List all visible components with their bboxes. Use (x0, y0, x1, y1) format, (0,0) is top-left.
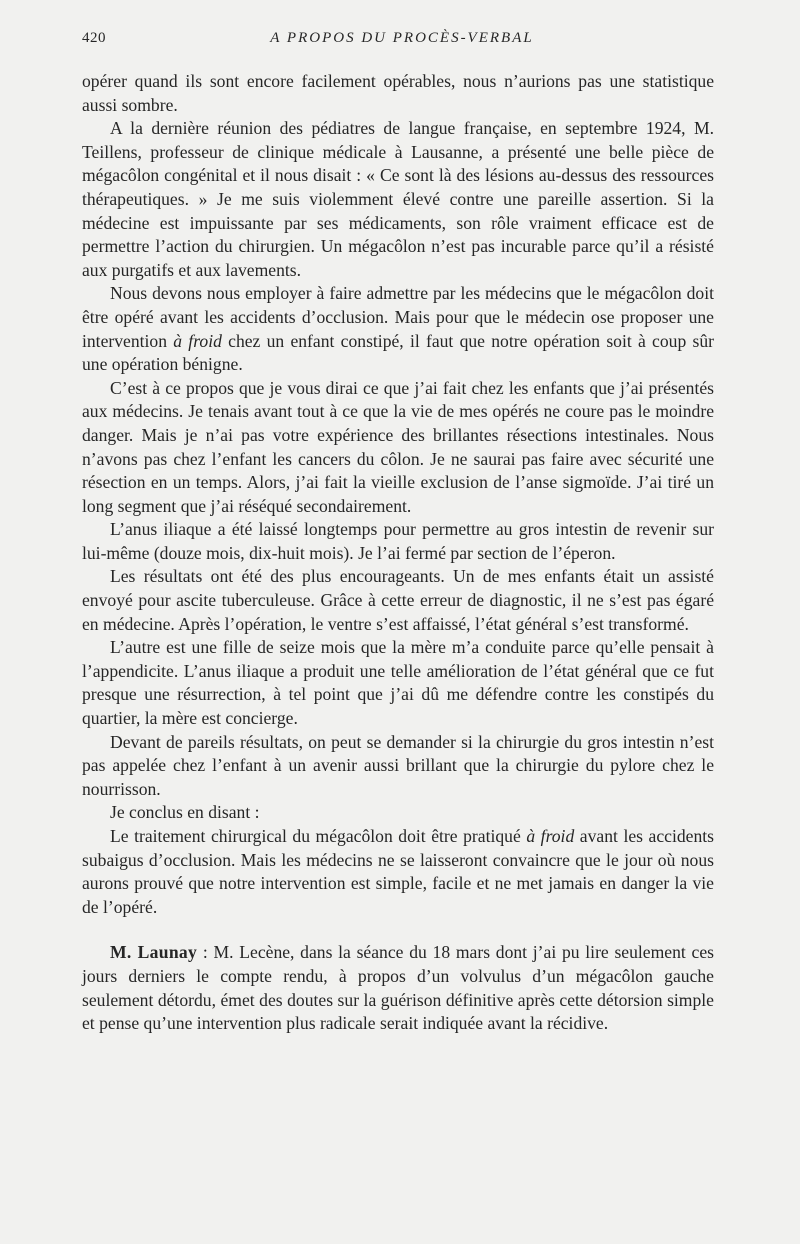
paragraph-1: opérer quand ils sont encore facilement opérables, nous n’aurions pas une statistique aussi sombre. (82, 71, 714, 115)
speaker-name: M. Launay (110, 942, 198, 963)
paragraph-9: Je conclus en disant : (110, 802, 260, 823)
paragraph-5: L’anus iliaque a été laissé longtemps pour permettre au gros intestin de revenir sur lui-même (douze mois, dix-huit mois). Je l’ai fermé par section de l’éperon. (82, 519, 714, 563)
italic-a-froid-2: à froid (526, 826, 575, 846)
launay-paragraph (82, 941, 714, 1035)
page-header (82, 30, 714, 52)
body-text (82, 70, 714, 1036)
running-title: A PROPOS DU PROCÈS-VERBAL (270, 30, 534, 46)
paragraph-3-end: chez un enfant constipé, il faut que notre opération soit à coup sûr une opération bénigne. (82, 330, 714, 375)
paragraph-6: Les résultats ont été des plus encourageants. Un de mes enfants était un assisté envoyé pour ascite tuberculeuse. Grâce à cette erreur de diagnostic, il ne s’est pas égaré en médecine. Après l’opération, le ventre s’est affaissé, l’état général s’est transformé. (82, 566, 714, 634)
page-number: 420 (82, 30, 106, 46)
paragraph-8: Devant de pareils résultats, on peut se demander si la chirurgie du gros intestin n’est pas appelée chez l’enfant à un avenir aussi brillant que la chirurgie du pylore chez le nourrisson. (82, 731, 714, 799)
paragraph-3 (82, 282, 714, 376)
paragraph-7: L’autre est une fille de seize mois que la mère m’a conduite parce qu’elle pensait à l’appendicite. L’anus iliaque a produit une telle amélioration de l’état général que ce fut presque une résurrection, à tel point que j’ai dû me défendre contre les constipés du quartier, la mère est concierge. (82, 637, 714, 729)
paragraph-3-start: Nous devons nous employer à faire admettre par les médecins que le mégacôlon doit être opéré avant les accidents d’occlusion. Mais pour que le médecin ose proposer une intervention (82, 283, 714, 351)
paragraph-4: C’est à ce propos que je vous dirai ce que j’ai fait chez les enfants que j’ai présentés aux médecins. Je tenais avant tout à ce que la vie de mes opérés ne coure pas le moindre danger. Mais je n’ai pas votre expérience des brillantes résections intestinales. Nous n’avons pas chez l’enfant les cancers du côlon. Je ne saurai pas faire avec sécurité une résection en un temps. Alors, j’ai fait la vieille exclusion de l’anse sigmoïde. J’ai tiré un long segment que j’ai réséqué secondairement. (82, 377, 714, 516)
paragraph-10-end: avant les accidents subaigus d’occlusion. Mais les médecins ne se laisseront convaincre que le jour où nous aurons prouvé que notre intervention est simple, facile et ne met jamais en danger la vie de l’opéré. (82, 826, 714, 917)
paragraph-2: A la dernière réunion des pédiatres de langue française, en septembre 1924, M. Teillens, professeur de clinique médicale à Lausanne, a présenté une belle pièce de mégacôlon congénital et il nous disait : « Ce sont là des lésions au-dessus des ressources thérapeutiques. » Je me suis violemment élevé contre une pareille assertion. Si la médecine est impuissante par ses médicaments, son rôle vraiment efficace est de permettre l’action du chirurgien. Un mégacôlon n’est pas incurable parce qu’il a résisté aux purgatifs et aux lavements. (82, 118, 714, 280)
italic-a-froid: à froid (173, 330, 222, 351)
paragraph-10 (82, 825, 714, 919)
launay-text: : M. Lecène, dans la séance du 18 mars dont j’ai pu lire seulement ces jours derniers le compte rendu, à propos d’un volvulus d’un mégacôlon gauche seulement détordu, émet des doutes sur la guérison définitive après cette détorsion simple et pense qu’une intervention plus radicale serait indiquée avant la récidive. (82, 942, 714, 1034)
paragraph-10-start: Le traitement chirurgical du mégacôlon doit être pratiqué (110, 826, 527, 846)
